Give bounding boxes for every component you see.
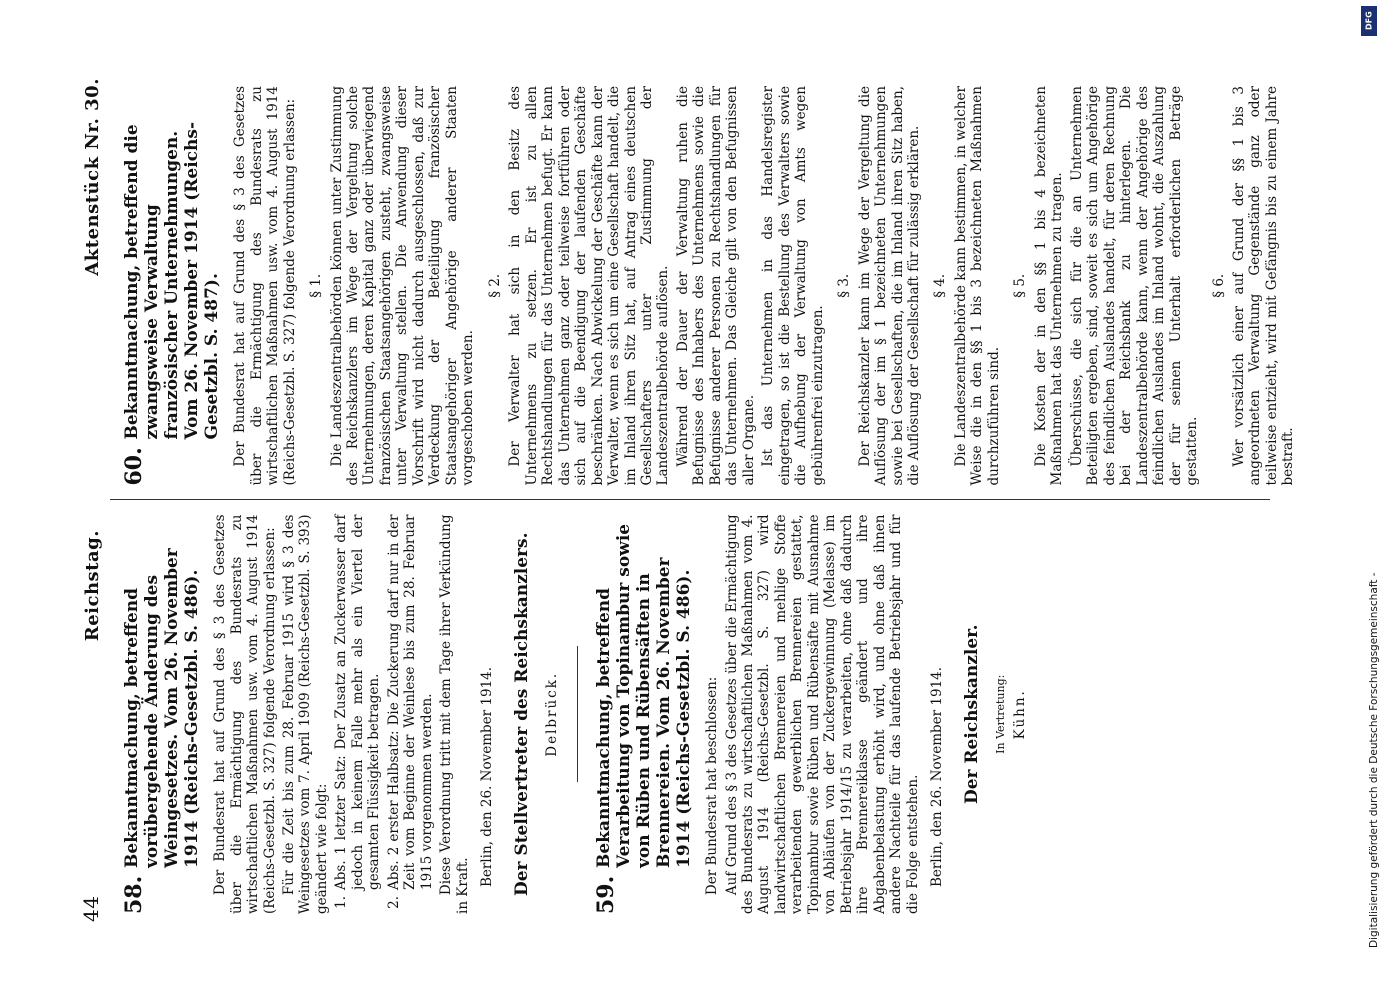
section-2-mark: § 2. bbox=[486, 273, 503, 298]
section-1-mark: § 1. bbox=[308, 273, 325, 298]
entry-59-paragraph: Auf Grund des § 3 des Gesetzes über die Ermächtigung des Bundesrats zu wirtschaftlichen Maßnahmen vom 4. August 1914 (Reichs-Gesetzbl. S. 327) wird landwirtschaftlichen Brennereien und mehlige Stoffe verarbeitenden gewerblichen Brennereien gestattet, Topinambur sowie Rüben und Rübensäfte mit Ausnahme von Abläufen von der Zuckergewinnung (Melasse) im Betriebsjahr 1914/15 zu verarbeiten, ohne daß dadurch ihre Brennereiklasse geändert und ihre Abgabenbelastung erhöht wird, und ohne daß ihnen andere Nachteile für das laufende Betriebsjahr und für die Folge entstehen. bbox=[723, 514, 921, 914]
entry-58-item-1 bbox=[333, 515, 382, 915]
dfg-imprint bbox=[1359, 0, 1383, 1000]
section-4-mark: § 4. bbox=[932, 273, 949, 298]
entry-59-signatory-name: Kühn. bbox=[1011, 689, 1028, 740]
entry-60-heading bbox=[122, 86, 222, 486]
entry-59-date: Berlin, den 26. November 1914. bbox=[929, 666, 946, 887]
right-column bbox=[110, 72, 1297, 500]
entry-59-intro: Der Bundesrat hat beschlossen: bbox=[704, 676, 721, 896]
entry-59-deputy: In Vertretung: bbox=[994, 674, 1008, 754]
entry-59-title: Bekanntmachung, betreffend Verarbeitung von Topinambur sowie von Rüben und Rübensäften in Brennereien. Vom 26. November 1914 (Reichs-Gesetzbl. S. 486). bbox=[593, 523, 695, 868]
divider bbox=[577, 646, 578, 782]
entry-58-intro: Der Bundesrat hat auf Grund des § 3 des Gesetzes über die Ermächtigung des Bundesrats zu wirtschaftlichen Maßnahmen usw. vom 4. August 1914 (Reichs-Gesetzbl. S. 327) folgende Verordnung erlassen: bbox=[212, 514, 278, 914]
entry-60-number: 60. bbox=[120, 447, 147, 486]
entry-58-heading bbox=[122, 515, 202, 915]
section-2-text-c: Ist das Unternehmen in das Handelsregister eingetragen, so ist die Bestellung des Verwalters sowie die Aufhebung der Verwaltung von Amts wegen gebührenfrei einzutragen. bbox=[760, 86, 826, 486]
dfg-logo: DFG bbox=[1361, 6, 1377, 36]
section-5-mark: § 5. bbox=[1012, 273, 1029, 298]
entry-60-title: Bekanntmachung, betreffend die zwangsweise Verwaltung französischer Unternehmungen. Vom 26. November 1914 (Reichs-Gesetzbl. S. 487). bbox=[121, 121, 223, 440]
item-number: 1. bbox=[333, 896, 350, 909]
document-page bbox=[35, 30, 1335, 970]
entry-58-signatory-name: Delbrück. bbox=[544, 671, 561, 757]
entry-59-number: 59. bbox=[592, 875, 619, 914]
running-head bbox=[79, 72, 110, 928]
entry-58-number: 58. bbox=[120, 875, 147, 914]
item-text: Abs. 2 erster Halbsatz: Die Zuckerung darf nur in der Zeit vom Beginne der Weinlese bis zum 28. Februar 1915 vorgenommen werden. bbox=[385, 514, 435, 890]
section-5-text-a: Die Kosten der in den §§ 1 bis 4 bezeichneten Maßnahmen hat das Unternehmen zu tragen. bbox=[1032, 86, 1066, 486]
entry-58-title: Bekanntmachung, betreffend vorübergehende Änderung des Weingesetzes. Vom 26. November 1914 (Reichs-Gesetzbl. S. 486). bbox=[121, 548, 203, 868]
item-text: Abs. 1 letzter Satz: Der Zusatz an Zuckerwasser darf jedoch in keinem Falle mehr als ein Viertel der gesamten Flüssigkeit betragen. bbox=[333, 514, 383, 890]
running-head-left: Reichstag. bbox=[82, 529, 103, 642]
text-columns bbox=[110, 72, 1297, 928]
item-number: 2. bbox=[385, 896, 402, 909]
entry-58-date: Berlin, den 26. November 1914. bbox=[479, 666, 496, 887]
entry-58-paragraph-2: Diese Verordnung tritt mit dem Tage ihrer Verkündung in Kraft. bbox=[438, 514, 471, 914]
section-4-text: Die Landeszentralbehörde kann bestimmen, in welcher Weise die in den §§ 1 bis 3 bezeichneten Maßnahmen durchzuführen sind. bbox=[952, 86, 1002, 486]
entry-58-paragraph: Für die Zeit bis zum 28. Februar 1915 wird § 3 des Weingesetzes vom 7. April 1909 (Reichs-Gesetzbl. S. 393) geändert wie folgt: bbox=[281, 514, 330, 914]
entry-59-heading bbox=[594, 515, 694, 915]
section-3-mark: § 3. bbox=[836, 273, 853, 298]
imprint-text: Digitalisierung gefördert durch die Deutsche Forschungsgemeinschaft - bbox=[1368, 572, 1380, 948]
section-2-text-b: Während der Dauer der Verwaltung ruhen die Befugnisse des Inhabers des Unternehmens sowie die Befugnisse anderer Personen zu Rechtshandlungen für das Unternehmen. Das Gleiche gilt von den Befugnissen aller Organe. bbox=[674, 86, 757, 486]
left-column bbox=[110, 500, 1270, 929]
section-6-mark: § 6. bbox=[1210, 273, 1227, 298]
running-head-right: Aktenstück Nr. 30. bbox=[82, 78, 103, 276]
section-6-text: Wer vorsätzlich einer auf Grund der §§ 1 bis 3 angeordneten Verwaltung Gegenstände ganz oder teilweise entzieht, wird mit Gefängnis bis zu einem Jahre bestraft. bbox=[1230, 86, 1297, 486]
section-3-text: Der Reichskanzler kann im Wege der Vergeltung die Auflösung der im § 1 bezeichneten Unternehmungen sowie bei Gesellschaften, die im Inland ihren Sitz haben, die Auflösung der Gesellschaft für zulässig erklären. bbox=[856, 86, 922, 486]
entry-58-signatory-title: Der Stellvertreter des Reichskanzlers. bbox=[511, 532, 532, 897]
section-5-text-b: Überschüsse, die sich für die an Unternehmen Beteiligten ergeben, sind, soweit es sich um Angehörige des feindlichen Auslandes handelt, für deren Rechnung bei der Reichsbank zu hinterlegen. Die Landeszentralbehörde kann, wenn der Angehörige des feindlichen Auslandes im Inland wohnt, die Auszahlung der für seinen Unterhalt erforderlichen Beträge gestatten. bbox=[1068, 86, 1201, 486]
entry-59-signatory-title: Der Reichskanzler. bbox=[961, 624, 982, 805]
section-1-text: Die Landeszentralbehörden können unter Zustimmung des Reichskanzlers im Wege der Vergeltung solche Unternehmungen, deren Kapital ganz oder überwiegend französischen Staatsangehörigen zusteht, zwangsweise unter Verwaltung stellen. Die Anwendung dieser Vorschrift wird nicht dadurch ausgeschlossen, daß zur Verdeckung der Beteiligung französischer Staatsangehöriger Angehörige anderer Staaten vorgeschoben werden. bbox=[328, 86, 477, 486]
page-number: 44 bbox=[79, 895, 103, 922]
entry-60-intro: Der Bundesrat hat auf Grund des § 3 des Gesetzes über die Ermächtigung des Bundesrats zu wirtschaftlichen Maßnahmen usw. vom 4. August 1914 (Reichs-Gesetzbl. S. 327) folgende Verordnung erlassen: bbox=[232, 86, 298, 486]
entry-58-item-2 bbox=[386, 515, 435, 915]
section-2-text-a: Der Verwalter hat sich in den Besitz des Unternehmens zu setzen. Er ist zu allen Rechtshandlungen für das Unternehmen befugt. Er kann das Unternehmen ganz oder teilweise fortführen oder sich auf die Beendigung der laufenden Geschäfte beschränken. Nach Abwickelung der Geschäfte kann der Verwalter, wenn es sich um eine Gesellschaft handelt, die im Inland ihren Sitz hat, auf Antrag eines deutschen Gesellschafters unter Zustimmung der Landeszentralbehörde auflösen. bbox=[507, 86, 672, 486]
